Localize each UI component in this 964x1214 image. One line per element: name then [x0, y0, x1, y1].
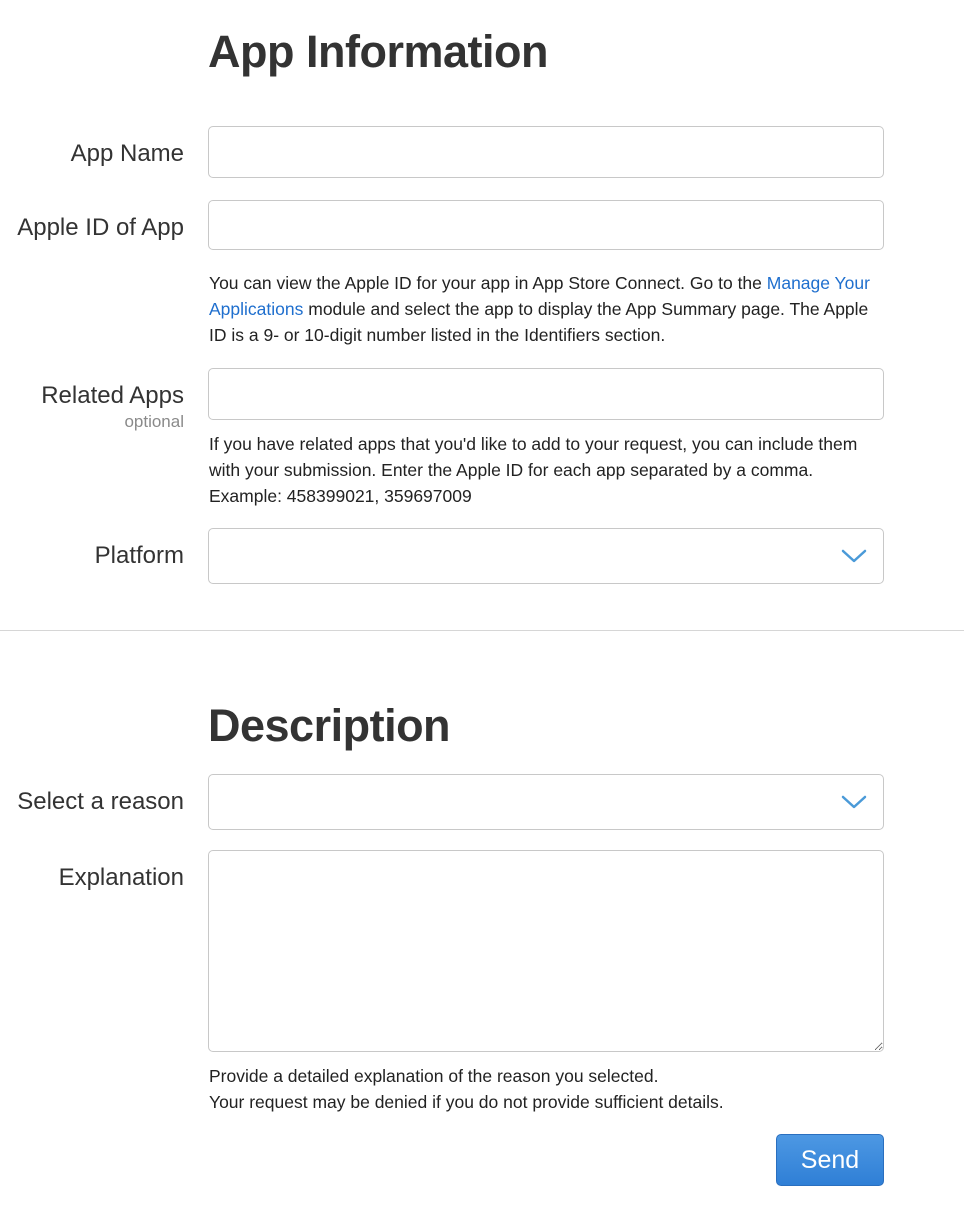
apple-id-help-pre: You can view the Apple ID for your app in App Store Connect. Go to the — [209, 273, 767, 293]
explanation-help-line-1: Provide a detailed explanation of the reason you selected. — [209, 1066, 659, 1086]
explanation-textarea[interactable] — [208, 850, 884, 1052]
apple-id-help-text — [209, 270, 879, 348]
explanation-label: Explanation — [58, 864, 184, 891]
related-apps-label: Related Apps — [41, 382, 184, 409]
explanation-help-text — [209, 1063, 879, 1115]
platform-select[interactable] — [208, 528, 884, 584]
app-name-input[interactable] — [208, 126, 884, 178]
section-divider — [0, 630, 964, 631]
chevron-down-icon — [841, 795, 867, 809]
related-apps-help-text: If you have related apps that you'd like to add to your request, you can include them with your submission. Enter the Apple ID for each app separated by a comma. Example: 458399021, 359697009 — [209, 434, 858, 506]
apple-id-label: Apple ID of App — [17, 214, 184, 241]
reason-select[interactable] — [208, 774, 884, 830]
explanation-help-line-2: Your request may be denied if you do not provide sufficient details. — [209, 1092, 724, 1112]
reason-label: Select a reason — [17, 788, 184, 815]
app-information-heading: App Information — [208, 26, 548, 77]
send-button[interactable]: Send — [776, 1134, 884, 1186]
app-name-label: App Name — [70, 140, 184, 167]
related-apps-input[interactable] — [208, 368, 884, 420]
chevron-down-icon — [841, 549, 867, 563]
manage-your-applications-link[interactable]: Manage Your Applications — [209, 273, 870, 319]
apple-id-input[interactable] — [208, 200, 884, 250]
apple-id-help-post: module and select the app to display the App Summary page. The Apple ID is a 9- or 10-digit number listed in the Identifiers section. — [209, 299, 869, 345]
description-heading: Description — [208, 700, 451, 751]
platform-label: Platform — [94, 542, 184, 569]
related-apps-optional-label: optional — [124, 412, 184, 431]
